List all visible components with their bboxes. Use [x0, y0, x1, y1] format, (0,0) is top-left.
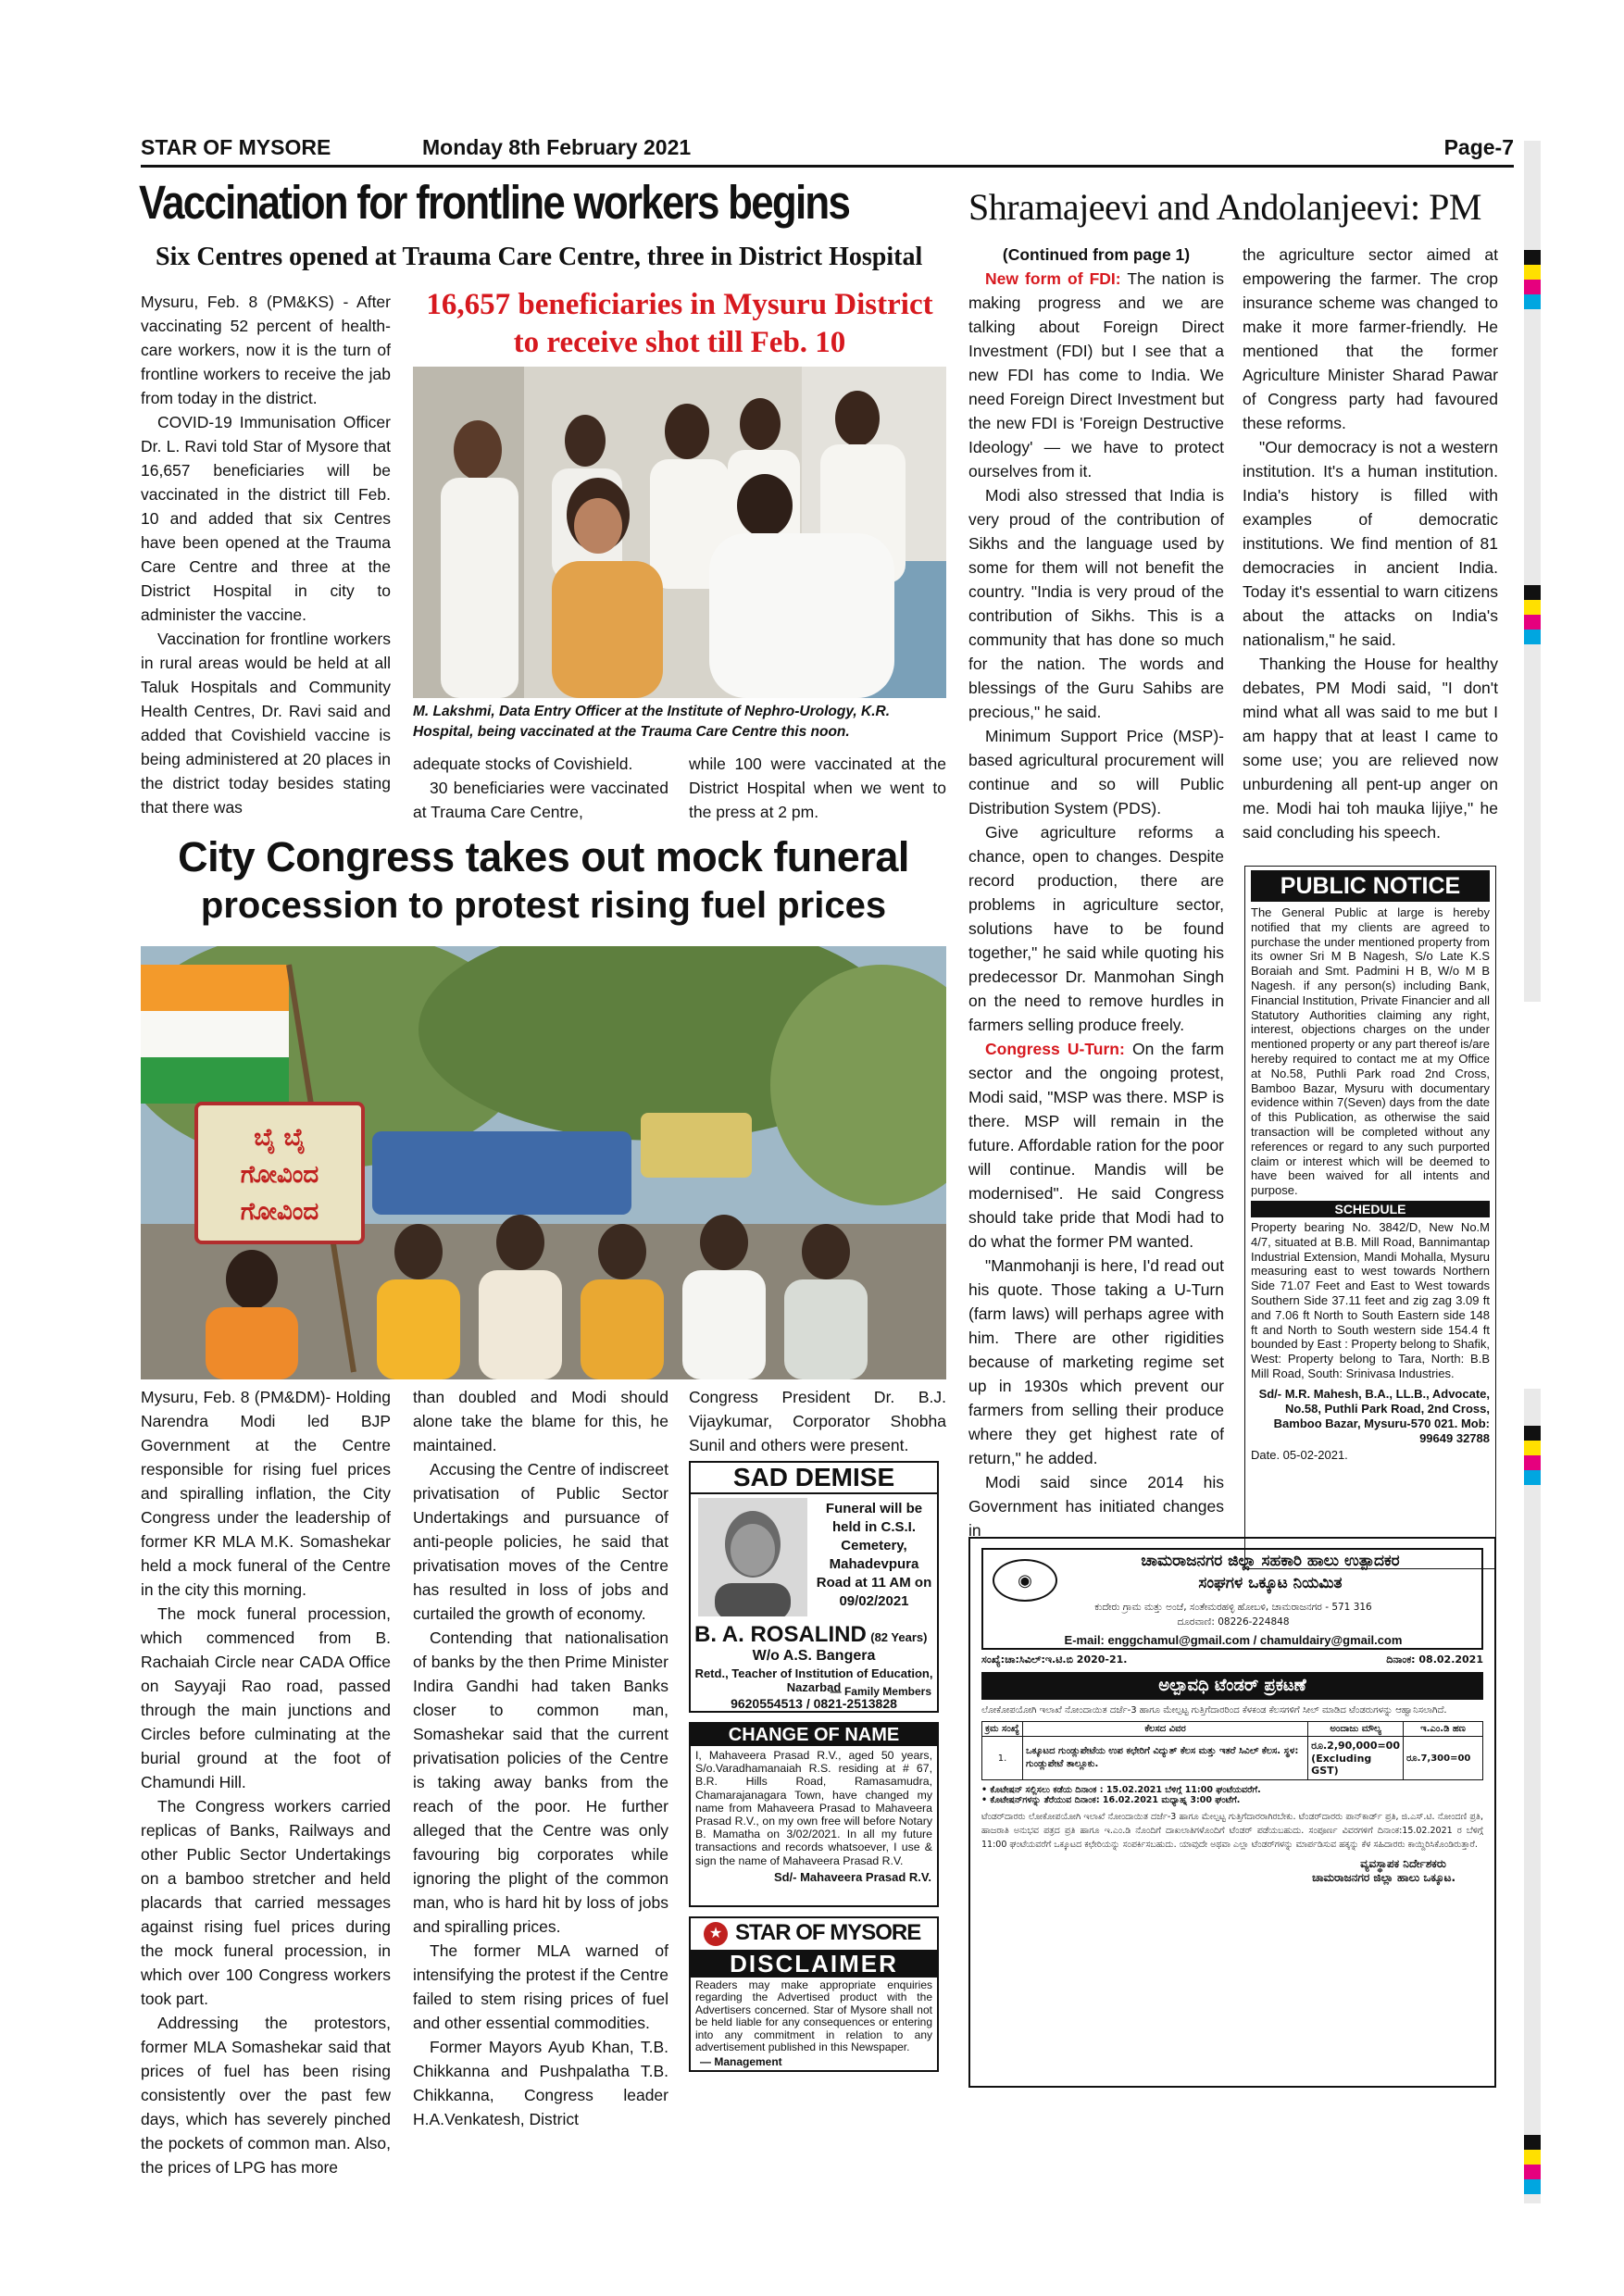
tender-table	[981, 1721, 1483, 1780]
protest-photo-art	[141, 946, 946, 1379]
pm-col2	[1243, 243, 1498, 844]
congress-headline-1: City Congress takes out mock funeral	[178, 833, 909, 880]
pm-p7: Modi said since 2014 his Government has initiated changes in	[968, 1473, 1224, 1540]
vaccination-col3	[689, 752, 946, 824]
disclaimer-ad	[689, 1916, 939, 2072]
congress-p4: Addressing the protestors, former MLA Somashekar said that prices of fuel has been rising consistently over the past few days, which has severely pinched the pockets of common man. Also, the prices of LPG has more	[141, 2014, 391, 2177]
paper-name: STAR OF MYSORE	[141, 135, 331, 159]
change-name-sign: Sd/- Mahaveera Prasad R.V.	[773, 1869, 931, 1884]
vacc-col2-p1: adequate stocks of Covishield.	[413, 755, 633, 773]
tender-ref: ಸಂಖ್ಯೆ:ಚಾ:ಸಿವಿಲ್:ಇ.ಟಿ.ಬಿ 2020-21.	[981, 1653, 1128, 1666]
congress-p2: The mock funeral procession, which commenced from B. Rachaiah Circle near CADA Office on Sayyaji Rao road, passed through the main junctions and Circles before culminating at the burial ground at the foot of Chamundi Hill.	[141, 1604, 391, 1791]
disclaimer-title: DISCLAIMER	[691, 1950, 937, 1978]
th-work: ಕೆಲಸದ ವಿವರ	[1023, 1722, 1308, 1737]
schedule-body: Property bearing No. 3842/D, New No.M 4/7, situated at B.B. Mill Road, Bannimantap Industrial Extension, Mandi Mohalla, Mysuru measuring east to west towards Northern Side 71.07 Feet and East to West towards Southern Side 37.11 feet and zig zag 3.09 ft and 7.06 ft North to South Eastern side 148 ft and North to South western side 154.4 ft bounded by East : Property belong to Shafik, West: Property belong to Tara, North: B.B Mill Road, South: Srinivasa Industries.	[1251, 1219, 1491, 1380]
deceased-name: B. A. ROSALIND	[694, 1622, 867, 1647]
protest-photo	[141, 946, 946, 1379]
page-number: Page-7	[1443, 135, 1514, 159]
th-amount: ಅಂದಾಜು ಮೌಲ್ಯ	[1308, 1722, 1404, 1737]
change-of-name-ad	[689, 1722, 939, 1907]
vaccination-subhead: Six Centres opened at Trauma Care Centre, three in District Hospital	[156, 243, 923, 271]
pm-col1	[968, 243, 1224, 1542]
public-notice	[1244, 866, 1496, 1569]
portrait-art	[698, 1498, 807, 1616]
pm-headline: Shramajeevi and Andolanjeevi: PM	[968, 186, 1481, 228]
funeral-text: Funeral will be held in C.S.I. Cemetery, Mahadevpura Road at 11 AM on 09/02/2021	[816, 1501, 932, 1609]
star-logo-icon: ★	[704, 1922, 728, 1946]
table-row	[982, 1737, 1483, 1780]
change-name-title: CHANGE OF NAME	[691, 1724, 937, 1746]
tender-phone: ದೂರವಾಣಿ: 08226-224848	[1177, 1616, 1290, 1628]
tender-org-1: ಚಾಮರಾಜನಗರ ಜಿಲ್ಲಾ ಸಹಕಾರಿ ಹಾಲು ಉತ್ಪಾದಕರ	[1141, 1552, 1400, 1570]
vaccination-pullquote: 16,657 beneficiaries in Mysuru District to receive shot till Feb. 10	[426, 288, 933, 359]
sad-demise-title: SAD DEMISE	[691, 1463, 937, 1494]
vacc-p3: Vaccination for frontline workers in rural areas would be held at all Taluk Hospitals and Community Health Centres, Dr. Ravi said and added that Covishield vaccine is being administered at 20 places in the district today besides stating that there was	[141, 630, 391, 817]
pm-col2-p1: the agriculture sector aimed at empowering the farmer. The crop insurance scheme was changed to make it more farmer-friendly. He mentioned that the former Agriculture Minister Sharad Pawar of Congress party had favoured these reforms.	[1243, 245, 1498, 432]
tender-org-2: ಸಂಘಗಳ ಒಕ್ಕೂಟ ನಿಯಮಿತ	[1198, 1574, 1343, 1592]
placard-text-1: ಬೈ ಬೈ	[254, 1124, 306, 1152]
deceased-name-row	[694, 1622, 935, 1648]
masthead-rule	[141, 165, 1514, 168]
spouse-line: W/o A.S. Bangera	[752, 1648, 876, 1664]
tender-note-2: • ಕೊಟೇಷನ್‌ಗಳನ್ನು ತೆರೆಯುವ ದಿನಾಂಕ: 16.02.2021 ಮಧ್ಯಾಹ್ನ 3:00 ಘಂಟೆಗೆ.	[981, 1795, 1241, 1805]
pm-continued: (Continued from page 1)	[1002, 245, 1191, 264]
congress-col2-p2: Accusing the Centre of indiscreet privatisation of Public Sector Undertakings and pursuance of anti-people policies, he said that privatisation moves of the Centre has resulted in loss of jobs and curtailed the growth of economy.	[413, 1460, 668, 1623]
congress-headline-2: procession to protest rising fuel prices	[200, 885, 887, 926]
pm-p1: The nation is making progress and we are talking about Foreign Direct Investment (FDI) but I see that a new FDI has come to India. We need Foreign Direct Investment but the new FDI is 'Foreign Destructive Ideology' — we have to protect ourselves from it.	[968, 269, 1225, 480]
issue-date: Monday 8th February 2021	[422, 135, 692, 159]
congress-col2-p4: The former MLA warned of intensifying the protest if the Centre failed to stem rising prices of fuel and other essential commodities.	[413, 1941, 668, 2032]
congress-col2	[413, 1385, 668, 2131]
tender-body: ಟೆಂಡರ್‌ದಾರರು ಲೋಕೋಪಯೋಗಿ ಇಲಾಖೆ ನೋಂದಾಯಿತ ದರ್ಜೆ-3 ಹಾಗೂ ಮೇಲ್ಪಟ್ಟ ಗುತ್ತಿಗೆದಾರರಾಗಿರಬೇಕು. ಟೆಂಡರ್‌ದಾರರು ಪಾನ್‌ಕಾರ್ಡ್ ಪ್ರತಿ, ಜಿ.ಎಸ್.ಟಿ. ನೋಂದಣಿ ಪ್ರತಿ, ಹಾಜರಾತಿ ಅನುಭವ ಪತ್ರದ ಪ್ರತಿ ಹಾಗೂ ಇ.ಎಂ.ಡಿ ನೊಂದಿಗೆ ದಾಖಲಾತಿಗಳೊಂದಿಗೆ ಟೆಂಡರ್ ಪಡೆಯಬಹುದು. ಸಂಪೂರ್ಣ ವಿವರಗಳಿಗೆ ದಿನಾಂಕ:15.02.2021 ರ ಬೆಳಿಗ್ಗೆ 11:00 ಘಂಟೆಯವರೆಗೆ ಒಕ್ಕೂಟದ ಕಛೇರಿಯನ್ನು ಸಂಪರ್ಕಿಸಬಹುದು. ಯಾವುದೇ ಅಥವಾ ಎಲ್ಲಾ ಟೆಂಡರ್‌ಗಳನ್ನು ಮಾರ್ಪಡಿಸುವ ಹಕ್ಕನ್ನು ಕೆಳ ಸಹಿದಾರರು ಕಾಯ್ದಿರಿಸಿಕೊಂಡಿರುತ್ತಾರೆ.	[981, 1812, 1483, 1850]
notice-signature: Sd/- M.R. Mahesh, B.A., LL.B., Advocate, No.58, Puthli Park Road, 2nd Cross, Bamboo Bazar, Mysuru-570 021. Mob: 99649 32788	[1258, 1386, 1490, 1445]
pm-uturn-head: Congress U-Turn:	[985, 1040, 1125, 1058]
public-notice-body: The General Public at large is hereby notified that my clients are agreed to purchase the under mentioned property from its owner Sri M B Nagesh, S/o Late K.S Boraiah and Smt. Padmini H B, W/o M B Nagesh. if any person(s) including Bank, Financial Institution, Private Financier and all Statutory Authorities claiming any right, interest, objections charges on the under mentioned property or any part thereof is/are hereby required to contact me at my Office at No.58, Puthli Park road 2nd Cross, Bamboo Bazar, Mysuru with documentary evidence within 7(Seven) days from the date of this Publication, as otherwise the said transaction will be completed without any references or regard to any such purported claim or interest which will be deemed to have been waived for all intents and purpose.	[1251, 905, 1490, 1198]
vacc-col2-p2: 30 beneficiaries were vaccinated at Trauma Care Centre,	[413, 779, 668, 821]
vacc-p1: Mysuru, Feb. 8 (PM&KS) - After vaccinating 52 percent of health-care workers, now it is the turn of frontline workers to receive the jab from today in the district.	[141, 293, 391, 407]
tender-note-1: • ಕೊಟೇಷನ್ ಸಲ್ಲಿಸಲು ಕಡೆಯ ದಿನಾಂಕ : 15.02.2021 ಬೆಳಿಗ್ಗೆ 11:00 ಘಂಟೆಯವರೆಗೆ.	[981, 1785, 1261, 1795]
schedule-title: SCHEDULE	[1251, 1201, 1490, 1217]
th-sl: ಕ್ರಮ ಸಂಖ್ಯೆ	[982, 1722, 1023, 1737]
disclaimer-logo: STAR OF MYSORE	[735, 1920, 921, 1945]
pm-p6: "Manmohanji is here, I'd read out his quote. Those taking a U-Turn (farm laws) will perhaps agree with him. There are other rigidities because of marketing regime set up in 1930s which prevent our farmers from selling their produce where they get highest rate of return," he added.	[968, 1256, 1224, 1467]
vaccination-photo	[413, 367, 946, 698]
pm-p4: Give agriculture reforms a chance, open to changes. Despite record production, there are problems in agriculture sector, solutions have to be found together," he said while quoting his predecessor Dr. Manmohan Singh on the need to remove hurdles in farmers selling produce freely.	[968, 823, 1224, 1034]
tender-address: ಕುದೇರು ಗ್ರಾಮ ಮತ್ತು ಅಂಚೆ, ಸಂತೇಮರಹಳ್ಳಿ ಹೋಬಳಿ, ಚಾಮರಾಜನಗರ - 571 316	[1094, 1602, 1372, 1613]
disclaimer-sign: — Management	[700, 2055, 782, 2069]
congress-p3: The Congress workers carried replicas of Banks, Railways and other Public Sector Undertakings on a bamboo stretcher and held placards that carried messages against rising fuel prices during the mock funeral procession, in which over 100 Congress workers took part.	[141, 1797, 391, 2008]
pm-col2-p3: Thanking the House for healthy debates, PM Modi said, "I don't mind what all was said to me but I am happy that at least I came to some use; you are relieved now unburdening all pent-up anger on me. Modi hai toh mauka lijiye," he said concluding his speech.	[1243, 655, 1498, 842]
vaccination-col2	[413, 752, 668, 824]
deceased-age: (82 Years)	[870, 1630, 928, 1644]
registration-bar-top	[1524, 141, 1541, 1002]
public-notice-title: PUBLIC NOTICE	[1251, 870, 1490, 902]
td-work: ಒಕ್ಕೂಟದ ಗುಂಡ್ಲುಪೇಟೆಯ ಉಪ ಕಛೇರಿಗೆ ವಿದ್ಯುತ್ ಕೆಲಸ ಮತ್ತು ಇತರೆ ಸಿವಿಲ್ ಕೆಲಸ. ಸ್ಥಳ: ಗುಂಡ್ಲುಪೇಟೆ ತಾಲ್ಲೂಕು.	[1023, 1737, 1308, 1780]
vaccination-caption: M. Lakshmi, Data Entry Officer at the Institute of Nephro-Urology, K.R. Hospital, being vaccinated at the Trauma Care Centre this noon.	[413, 704, 891, 740]
tender-email: E-mail: enggchamul@gmail.com / chamuldairy@gmail.com	[1064, 1633, 1403, 1647]
congress-col3	[689, 1385, 946, 1457]
td-amount: ರೂ.2,90,000=00 (Excluding GST)	[1308, 1737, 1404, 1780]
disclaimer-logo-row	[691, 1918, 937, 1950]
contact-phone: 9620554513 / 0821-2513828	[731, 1696, 897, 1711]
tender-intro: ಲೋಕೋಪಯೋಗಿ ಇಲಾಖೆ ನೋಂದಾಯಿತ ದರ್ಜೆ-3 ಹಾಗೂ ಮೇಲ್ಪಟ್ಟ ಗುತ್ತಿಗೆದಾರರಿಂದ ಕೆಳಕಂಡ ಕೆಲಸಗಳಿಗೆ ಸೀಲ್ ಮಾಡಿದ ಟೆಂಡರುಗಳನ್ನು ಆಹ್ವಾನಿಸಲಾಗಿದೆ.	[981, 1705, 1447, 1716]
tender-ref-row	[981, 1652, 1483, 1670]
pm-p3: Minimum Support Price (MSP)-based agricultural procurement will continue and so will Public Distribution System (PDS).	[968, 727, 1224, 817]
tender-header	[981, 1548, 1483, 1650]
placard-text-2: ಗೋವಿಂದ	[240, 1161, 319, 1189]
tender-title: ಅಲ್ಪಾವಧಿ ಟೆಂಡರ್ ಪ್ರಕಟಣೆ	[981, 1672, 1483, 1700]
family-line: — Family Members	[830, 1685, 931, 1698]
pm-p2: Modi also stressed that India is very proud of the contribution of Sikhs and the language used by some for them will not benefit the country. "India is very proud of the contribution of Sikhs. This is a community that has done so much for the nation. The words and blessings of the Guru Sahibs are precious," he said.	[968, 486, 1224, 721]
placard-text-3: ಗೋವಿಂದ	[240, 1198, 319, 1226]
congress-col2-p1: than doubled and Modi should alone take the blame for this, he maintained.	[413, 1388, 668, 1454]
dairy-logo-icon: ◉	[993, 1559, 1057, 1602]
pm-fdi-head: New form of FDI:	[985, 269, 1121, 288]
congress-col2-p5: Former Mayors Ayub Khan, T.B. Chikkanna and Pushpalatha T.B. Chikkanna, Congress leader H.A.Venkatesh, District	[413, 2038, 668, 2128]
tender-sign-2: ಚಾಮರಾಜನಗರ ಜಿಲ್ಲಾ ಹಾಲು ಒಕ್ಕೂಟ.	[1312, 1871, 1455, 1884]
pm-col2-p2: "Our democracy is not a western institution. It's a human institution. India's history is filled with examples of democratic institutions. We find mention of 81 democracies in ancient India. Today it's essential to warn citizens about the attacks on India's nationalism," he said.	[1243, 438, 1498, 649]
tender-sign-1: ವ್ಯವಸ್ಥಾಪಕ ನಿರ್ದೇಶಕರು	[1360, 1857, 1446, 1870]
pm-p5: On the farm sector and the ongoing protest, Modi said, "MSP was there. MSP is there. MSP will remain in the future. Affordable ration for the poor will continue. Mandis will be modernised". He said Congress should take pride that Modi had to do what the former PM wanted.	[968, 1040, 1224, 1251]
congress-col3-p1: Congress President Dr. B.J. Vijaykumar, Corporator Shobha Sunil and others were present.	[689, 1388, 946, 1454]
sad-demise-ad	[689, 1461, 939, 1713]
vaccination-photo-art	[413, 367, 946, 698]
congress-col1	[141, 1385, 391, 2179]
masthead	[141, 135, 1514, 167]
vacc-p2: COVID-19 Immunisation Officer Dr. L. Ravi told Star of Mysore that 16,657 beneficiaries will be vaccinated in the district till Feb. 10 and added that six Centres have been opened at the Trauma Care Centre and three at the District Hospital in city to administer the vaccine.	[141, 413, 391, 624]
portrait	[698, 1498, 807, 1616]
th-emd: ಇ.ಎಂ.ಡಿ ಹಣ	[1404, 1722, 1483, 1737]
td-emd: ರೂ.7,300=00	[1404, 1737, 1483, 1780]
vaccination-headline: Vaccination for frontline workers begins	[139, 176, 850, 229]
congress-p1: Mysuru, Feb. 8 (PM&DM)- Holding Narendra Modi led BJP Government at the Centre responsible for rising fuel prices and spiralling inflation, the City Congress under the leadership of former KR MLA M.K. Somashekar held a mock funeral of the Centre in the city this morning.	[141, 1388, 391, 1599]
registration-bar-bottom	[1524, 1389, 1541, 2203]
tender-table-header	[982, 1722, 1483, 1737]
tender-ad	[968, 1537, 1496, 2088]
retd-line: Retd., Teacher of Institution of Education, Nazarbad	[694, 1666, 933, 1694]
td-sl: 1.	[982, 1737, 1023, 1780]
vacc-col3-p1: while 100 were vaccinated at the District Hospital when we went to the press at 2 pm.	[689, 755, 946, 821]
notice-date: Date. 05-02-2021.	[1251, 1447, 1348, 1462]
tender-date: ದಿನಾಂಕ: 08.02.2021	[1386, 1653, 1483, 1666]
congress-col2-p3: Contending that nationalisation of banks by the then Prime Minister Indira Gandhi had taken Banks closer to common man, Somashekar said that the current privatisation policies of the Centre is taking away banks from the reach of the poor. He further alleged that the Centre was only favouring big corporates while ignoring the plight of the common man, who is hard hit by loss of jobs and spiralling prices.	[413, 1628, 668, 1936]
vaccination-col1	[141, 290, 391, 819]
change-name-body: I, Mahaveera Prasad R.V., aged 50 years, S/o.Varadhamanaiah R.S. residing at # 67, B.R. Hills Road, Ramasamudra, Chamarajanagara Town, have changed my name from Mahaveera Prasad to Mahaveera Prasad R.V., on my own free will before Notary B. Mamatha on 3/02/2021. In all my future transactions and records whatsoever, I use & sign the name of Mahaveera Prasad R.V.	[695, 1749, 932, 1867]
disclaimer-body: Readers may make appropriate enquiries regarding the Advertised product with the Advertisers concerned. Star of Mysore shall not be held liable for any consequences or entering into any commitment in relation to any advertisement published in this Newspaper.	[695, 1978, 932, 2054]
